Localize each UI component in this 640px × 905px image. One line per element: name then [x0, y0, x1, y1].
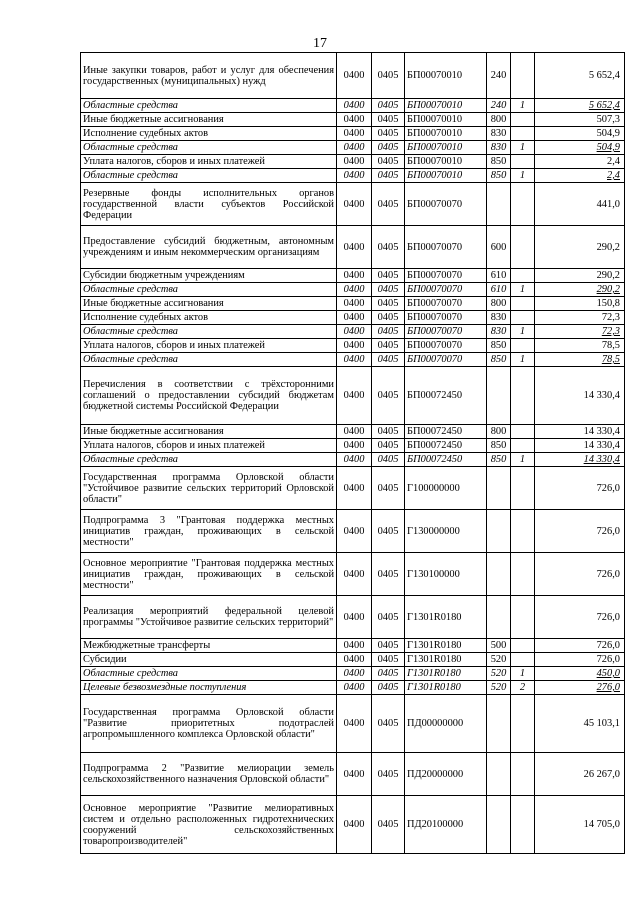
row-name: Областные средства: [81, 169, 337, 183]
row-amount: 290,2: [535, 269, 625, 283]
table-row: [81, 553, 625, 596]
row-name: Субсидии бюджетным учреждениям: [81, 269, 337, 283]
row-subsection-code: 0405: [372, 667, 405, 681]
table-row: [81, 53, 625, 99]
table-row: [81, 695, 625, 753]
row-section-code: 0400: [337, 226, 372, 269]
row-subsection-code: 0405: [372, 155, 405, 169]
row-target-article: БП00072450: [405, 453, 487, 467]
row-expense-type: 240: [487, 99, 511, 113]
row-target-article: БП00072450: [405, 367, 487, 425]
table-row: [81, 753, 625, 796]
table-row: [81, 339, 625, 353]
row-subsection-code: 0405: [372, 183, 405, 226]
row-subsection-code: 0405: [372, 439, 405, 453]
table-row: [81, 269, 625, 283]
table-row: [81, 639, 625, 653]
row-section-code: 0400: [337, 553, 372, 596]
row-name: Межбюджетные трансферты: [81, 639, 337, 653]
table-row: [81, 99, 625, 113]
row-amount: 45 103,1: [535, 695, 625, 753]
row-source-code: [511, 796, 535, 854]
row-name: Перечисления в соответствии с трёхсторонними соглашений о предоставлении субсидий бюджетам бюджетной системы Российской Федерации: [81, 367, 337, 425]
row-subsection-code: 0405: [372, 796, 405, 854]
row-name: Исполнение судебных актов: [81, 311, 337, 325]
row-subsection-code: 0405: [372, 510, 405, 553]
row-section-code: 0400: [337, 183, 372, 226]
row-source-code: [511, 113, 535, 127]
row-amount: 5 652,4: [535, 99, 625, 113]
row-source-code: [511, 695, 535, 753]
row-source-code: [511, 439, 535, 453]
row-target-article: Г1301R0180: [405, 639, 487, 653]
row-subsection-code: 0405: [372, 681, 405, 695]
row-target-article: БП00070070: [405, 226, 487, 269]
row-amount: 726,0: [535, 596, 625, 639]
table-row: [81, 653, 625, 667]
row-name: Областные средства: [81, 141, 337, 155]
row-amount: 150,8: [535, 297, 625, 311]
row-subsection-code: 0405: [372, 141, 405, 155]
row-target-article: Г1301R0180: [405, 596, 487, 639]
row-name: Реализация мероприятий федеральной целевой программы "Устойчивое развитие сельских территорий": [81, 596, 337, 639]
row-source-code: [511, 311, 535, 325]
row-name: Иные бюджетные ассигнования: [81, 113, 337, 127]
row-expense-type: 800: [487, 297, 511, 311]
row-expense-type: 600: [487, 226, 511, 269]
row-amount: 504,9: [535, 141, 625, 155]
row-name: Уплата налогов, сборов и иных платежей: [81, 439, 337, 453]
row-target-article: БП00070010: [405, 127, 487, 141]
row-expense-type: 850: [487, 155, 511, 169]
row-section-code: 0400: [337, 439, 372, 453]
row-amount: 276,0: [535, 681, 625, 695]
row-subsection-code: 0405: [372, 169, 405, 183]
row-target-article: Г100000000: [405, 467, 487, 510]
table-row: [81, 297, 625, 311]
row-name: Предоставление субсидий бюджетным, автономным учреждениям и иным некоммерческим организациям: [81, 226, 337, 269]
row-name: Иные закупки товаров, работ и услуг для обеспечения государственных (муниципальных) нужд: [81, 53, 337, 99]
row-subsection-code: 0405: [372, 753, 405, 796]
row-expense-type: [487, 796, 511, 854]
row-source-code: [511, 367, 535, 425]
row-source-code: [511, 226, 535, 269]
row-amount: 2,4: [535, 169, 625, 183]
row-amount: 26 267,0: [535, 753, 625, 796]
row-name: Основное мероприятие "Грантовая поддержка местных инициатив граждан, проживающих в сельской местности": [81, 553, 337, 596]
row-section-code: 0400: [337, 467, 372, 510]
row-expense-type: 850: [487, 353, 511, 367]
row-section-code: 0400: [337, 796, 372, 854]
row-amount: 2,4: [535, 155, 625, 169]
row-amount: 441,0: [535, 183, 625, 226]
row-expense-type: 800: [487, 113, 511, 127]
row-subsection-code: 0405: [372, 127, 405, 141]
row-source-code: 2: [511, 681, 535, 695]
row-amount: 72,3: [535, 311, 625, 325]
row-section-code: 0400: [337, 141, 372, 155]
table-row: [81, 113, 625, 127]
row-subsection-code: 0405: [372, 226, 405, 269]
table-row: [81, 453, 625, 467]
row-target-article: БП00072450: [405, 425, 487, 439]
row-target-article: БП00070010: [405, 141, 487, 155]
row-expense-type: [487, 467, 511, 510]
row-section-code: 0400: [337, 753, 372, 796]
row-amount: 5 652,4: [535, 53, 625, 99]
row-source-code: 1: [511, 667, 535, 681]
row-name: Областные средства: [81, 325, 337, 339]
table-row: [81, 681, 625, 695]
row-amount: 14 330,4: [535, 453, 625, 467]
table-row: [81, 796, 625, 854]
row-expense-type: 830: [487, 141, 511, 155]
row-expense-type: 610: [487, 269, 511, 283]
table-row: [81, 311, 625, 325]
row-source-code: 1: [511, 99, 535, 113]
row-amount: 290,2: [535, 283, 625, 297]
row-name: Областные средства: [81, 667, 337, 681]
row-amount: 726,0: [535, 639, 625, 653]
table-row: [81, 467, 625, 510]
row-section-code: 0400: [337, 596, 372, 639]
row-amount: 14 330,4: [535, 439, 625, 453]
page-number: 17: [313, 36, 327, 51]
row-expense-type: 850: [487, 439, 511, 453]
row-section-code: 0400: [337, 425, 372, 439]
row-amount: 72,3: [535, 325, 625, 339]
row-target-article: Г1301R0180: [405, 653, 487, 667]
row-section-code: 0400: [337, 269, 372, 283]
row-section-code: 0400: [337, 453, 372, 467]
table-row: [81, 283, 625, 297]
row-source-code: [511, 183, 535, 226]
row-target-article: БП00072450: [405, 439, 487, 453]
row-source-code: [511, 297, 535, 311]
row-expense-type: 610: [487, 283, 511, 297]
row-source-code: [511, 553, 535, 596]
row-subsection-code: 0405: [372, 325, 405, 339]
row-expense-type: 800: [487, 425, 511, 439]
row-subsection-code: 0405: [372, 269, 405, 283]
row-name: Областные средства: [81, 453, 337, 467]
row-section-code: 0400: [337, 127, 372, 141]
row-target-article: БП00070010: [405, 155, 487, 169]
row-target-article: БП00070070: [405, 297, 487, 311]
row-name: Исполнение судебных актов: [81, 127, 337, 141]
row-source-code: [511, 753, 535, 796]
table-row: [81, 367, 625, 425]
row-subsection-code: 0405: [372, 695, 405, 753]
row-subsection-code: 0405: [372, 653, 405, 667]
row-expense-type: [487, 695, 511, 753]
row-name: Подпрограмма 2 "Развитие мелиорации земель сельскохозяйственного назначения Орловской области": [81, 753, 337, 796]
row-subsection-code: 0405: [372, 367, 405, 425]
table-row: [81, 439, 625, 453]
row-target-article: БП00070070: [405, 325, 487, 339]
table-row: [81, 325, 625, 339]
row-source-code: [511, 639, 535, 653]
row-amount: 78,5: [535, 339, 625, 353]
row-name: Резервные фонды исполнительных органов государственной власти субъектов Российской Федерации: [81, 183, 337, 226]
row-amount: 726,0: [535, 510, 625, 553]
row-expense-type: [487, 753, 511, 796]
row-expense-type: 850: [487, 453, 511, 467]
row-target-article: БП00070010: [405, 113, 487, 127]
row-section-code: 0400: [337, 53, 372, 99]
row-section-code: 0400: [337, 367, 372, 425]
row-amount: 726,0: [535, 653, 625, 667]
row-source-code: [511, 596, 535, 639]
row-expense-type: 830: [487, 311, 511, 325]
row-subsection-code: 0405: [372, 353, 405, 367]
row-expense-type: 520: [487, 667, 511, 681]
row-section-code: 0400: [337, 353, 372, 367]
row-subsection-code: 0405: [372, 639, 405, 653]
row-name: Областные средства: [81, 353, 337, 367]
row-target-article: Г1301R0180: [405, 681, 487, 695]
budget-table-body: [81, 53, 625, 854]
row-subsection-code: 0405: [372, 283, 405, 297]
row-subsection-code: 0405: [372, 53, 405, 99]
row-subsection-code: 0405: [372, 453, 405, 467]
row-section-code: 0400: [337, 339, 372, 353]
row-section-code: 0400: [337, 297, 372, 311]
row-source-code: [511, 53, 535, 99]
table-row: [81, 183, 625, 226]
table-row: [81, 226, 625, 269]
row-name: Субсидии: [81, 653, 337, 667]
row-source-code: 1: [511, 453, 535, 467]
row-name: Иные бюджетные ассигнования: [81, 425, 337, 439]
row-expense-type: [487, 367, 511, 425]
row-subsection-code: 0405: [372, 425, 405, 439]
row-source-code: 1: [511, 141, 535, 155]
row-target-article: ПД20100000: [405, 796, 487, 854]
row-amount: 14 330,4: [535, 367, 625, 425]
row-target-article: БП00070070: [405, 339, 487, 353]
row-target-article: ПД00000000: [405, 695, 487, 753]
row-amount: 450,0: [535, 667, 625, 681]
row-subsection-code: 0405: [372, 99, 405, 113]
row-target-article: Г130100000: [405, 553, 487, 596]
row-source-code: [511, 339, 535, 353]
row-target-article: ПД20000000: [405, 753, 487, 796]
row-section-code: 0400: [337, 695, 372, 753]
row-section-code: 0400: [337, 653, 372, 667]
row-source-code: [511, 425, 535, 439]
row-section-code: 0400: [337, 510, 372, 553]
row-target-article: БП00070010: [405, 99, 487, 113]
row-target-article: БП00070070: [405, 269, 487, 283]
row-name: Областные средства: [81, 283, 337, 297]
row-amount: 726,0: [535, 553, 625, 596]
row-section-code: 0400: [337, 283, 372, 297]
row-section-code: 0400: [337, 113, 372, 127]
row-section-code: 0400: [337, 169, 372, 183]
row-source-code: [511, 510, 535, 553]
row-section-code: 0400: [337, 325, 372, 339]
row-name: Иные бюджетные ассигнования: [81, 297, 337, 311]
row-source-code: 1: [511, 283, 535, 297]
table-row: [81, 127, 625, 141]
table-row: [81, 169, 625, 183]
row-section-code: 0400: [337, 155, 372, 169]
row-name: Областные средства: [81, 99, 337, 113]
row-name: Целевые безвозмездные поступления: [81, 681, 337, 695]
row-expense-type: [487, 183, 511, 226]
row-amount: 507,3: [535, 113, 625, 127]
row-name: Государственная программа Орловской области "Устойчивое развитие сельских территорий Орловской области": [81, 467, 337, 510]
row-name: Государственная программа Орловской области "Развитие приоритетных подотраслей агропромышленного комплекса Орловской области": [81, 695, 337, 753]
row-expense-type: [487, 510, 511, 553]
row-subsection-code: 0405: [372, 553, 405, 596]
row-amount: 14 330,4: [535, 425, 625, 439]
row-section-code: 0400: [337, 639, 372, 653]
table-row: [81, 667, 625, 681]
table-row: [81, 425, 625, 439]
row-expense-type: 830: [487, 325, 511, 339]
row-source-code: [511, 467, 535, 510]
row-amount: 504,9: [535, 127, 625, 141]
row-subsection-code: 0405: [372, 596, 405, 639]
table-row: [81, 510, 625, 553]
row-name: Основное мероприятие "Развитие мелиоративных систем и отдельно расположенных гидротехнических сооружений сельскохозяйственных товаропроизводителей": [81, 796, 337, 854]
row-expense-type: [487, 553, 511, 596]
row-name: Подпрограмма 3 "Грантовая поддержка местных инициатив граждан, проживающих в сельской местности": [81, 510, 337, 553]
row-section-code: 0400: [337, 667, 372, 681]
row-target-article: БП00070010: [405, 53, 487, 99]
row-amount: 78,5: [535, 353, 625, 367]
row-name: Уплата налогов, сборов и иных платежей: [81, 339, 337, 353]
row-section-code: 0400: [337, 99, 372, 113]
row-amount: 726,0: [535, 467, 625, 510]
row-expense-type: 520: [487, 681, 511, 695]
row-target-article: БП00070070: [405, 311, 487, 325]
row-subsection-code: 0405: [372, 339, 405, 353]
row-subsection-code: 0405: [372, 297, 405, 311]
row-expense-type: 500: [487, 639, 511, 653]
row-target-article: БП00070070: [405, 183, 487, 226]
row-expense-type: 850: [487, 339, 511, 353]
row-target-article: Г130000000: [405, 510, 487, 553]
row-section-code: 0400: [337, 311, 372, 325]
row-source-code: 1: [511, 169, 535, 183]
row-amount: 290,2: [535, 226, 625, 269]
row-expense-type: [487, 596, 511, 639]
budget-table: [80, 52, 625, 854]
table-row: [81, 353, 625, 367]
table-row: [81, 155, 625, 169]
row-section-code: 0400: [337, 681, 372, 695]
row-source-code: [511, 127, 535, 141]
row-source-code: 1: [511, 325, 535, 339]
row-target-article: Г1301R0180: [405, 667, 487, 681]
row-target-article: БП00070070: [405, 353, 487, 367]
row-source-code: [511, 653, 535, 667]
row-expense-type: 240: [487, 53, 511, 99]
table-row: [81, 596, 625, 639]
row-source-code: [511, 155, 535, 169]
row-source-code: [511, 269, 535, 283]
row-expense-type: 520: [487, 653, 511, 667]
row-subsection-code: 0405: [372, 311, 405, 325]
row-subsection-code: 0405: [372, 467, 405, 510]
row-name: Уплата налогов, сборов и иных платежей: [81, 155, 337, 169]
row-target-article: БП00070010: [405, 169, 487, 183]
row-amount: 14 705,0: [535, 796, 625, 854]
row-target-article: БП00070070: [405, 283, 487, 297]
row-expense-type: 830: [487, 127, 511, 141]
row-expense-type: 850: [487, 169, 511, 183]
row-subsection-code: 0405: [372, 113, 405, 127]
row-source-code: 1: [511, 353, 535, 367]
table-row: [81, 141, 625, 155]
